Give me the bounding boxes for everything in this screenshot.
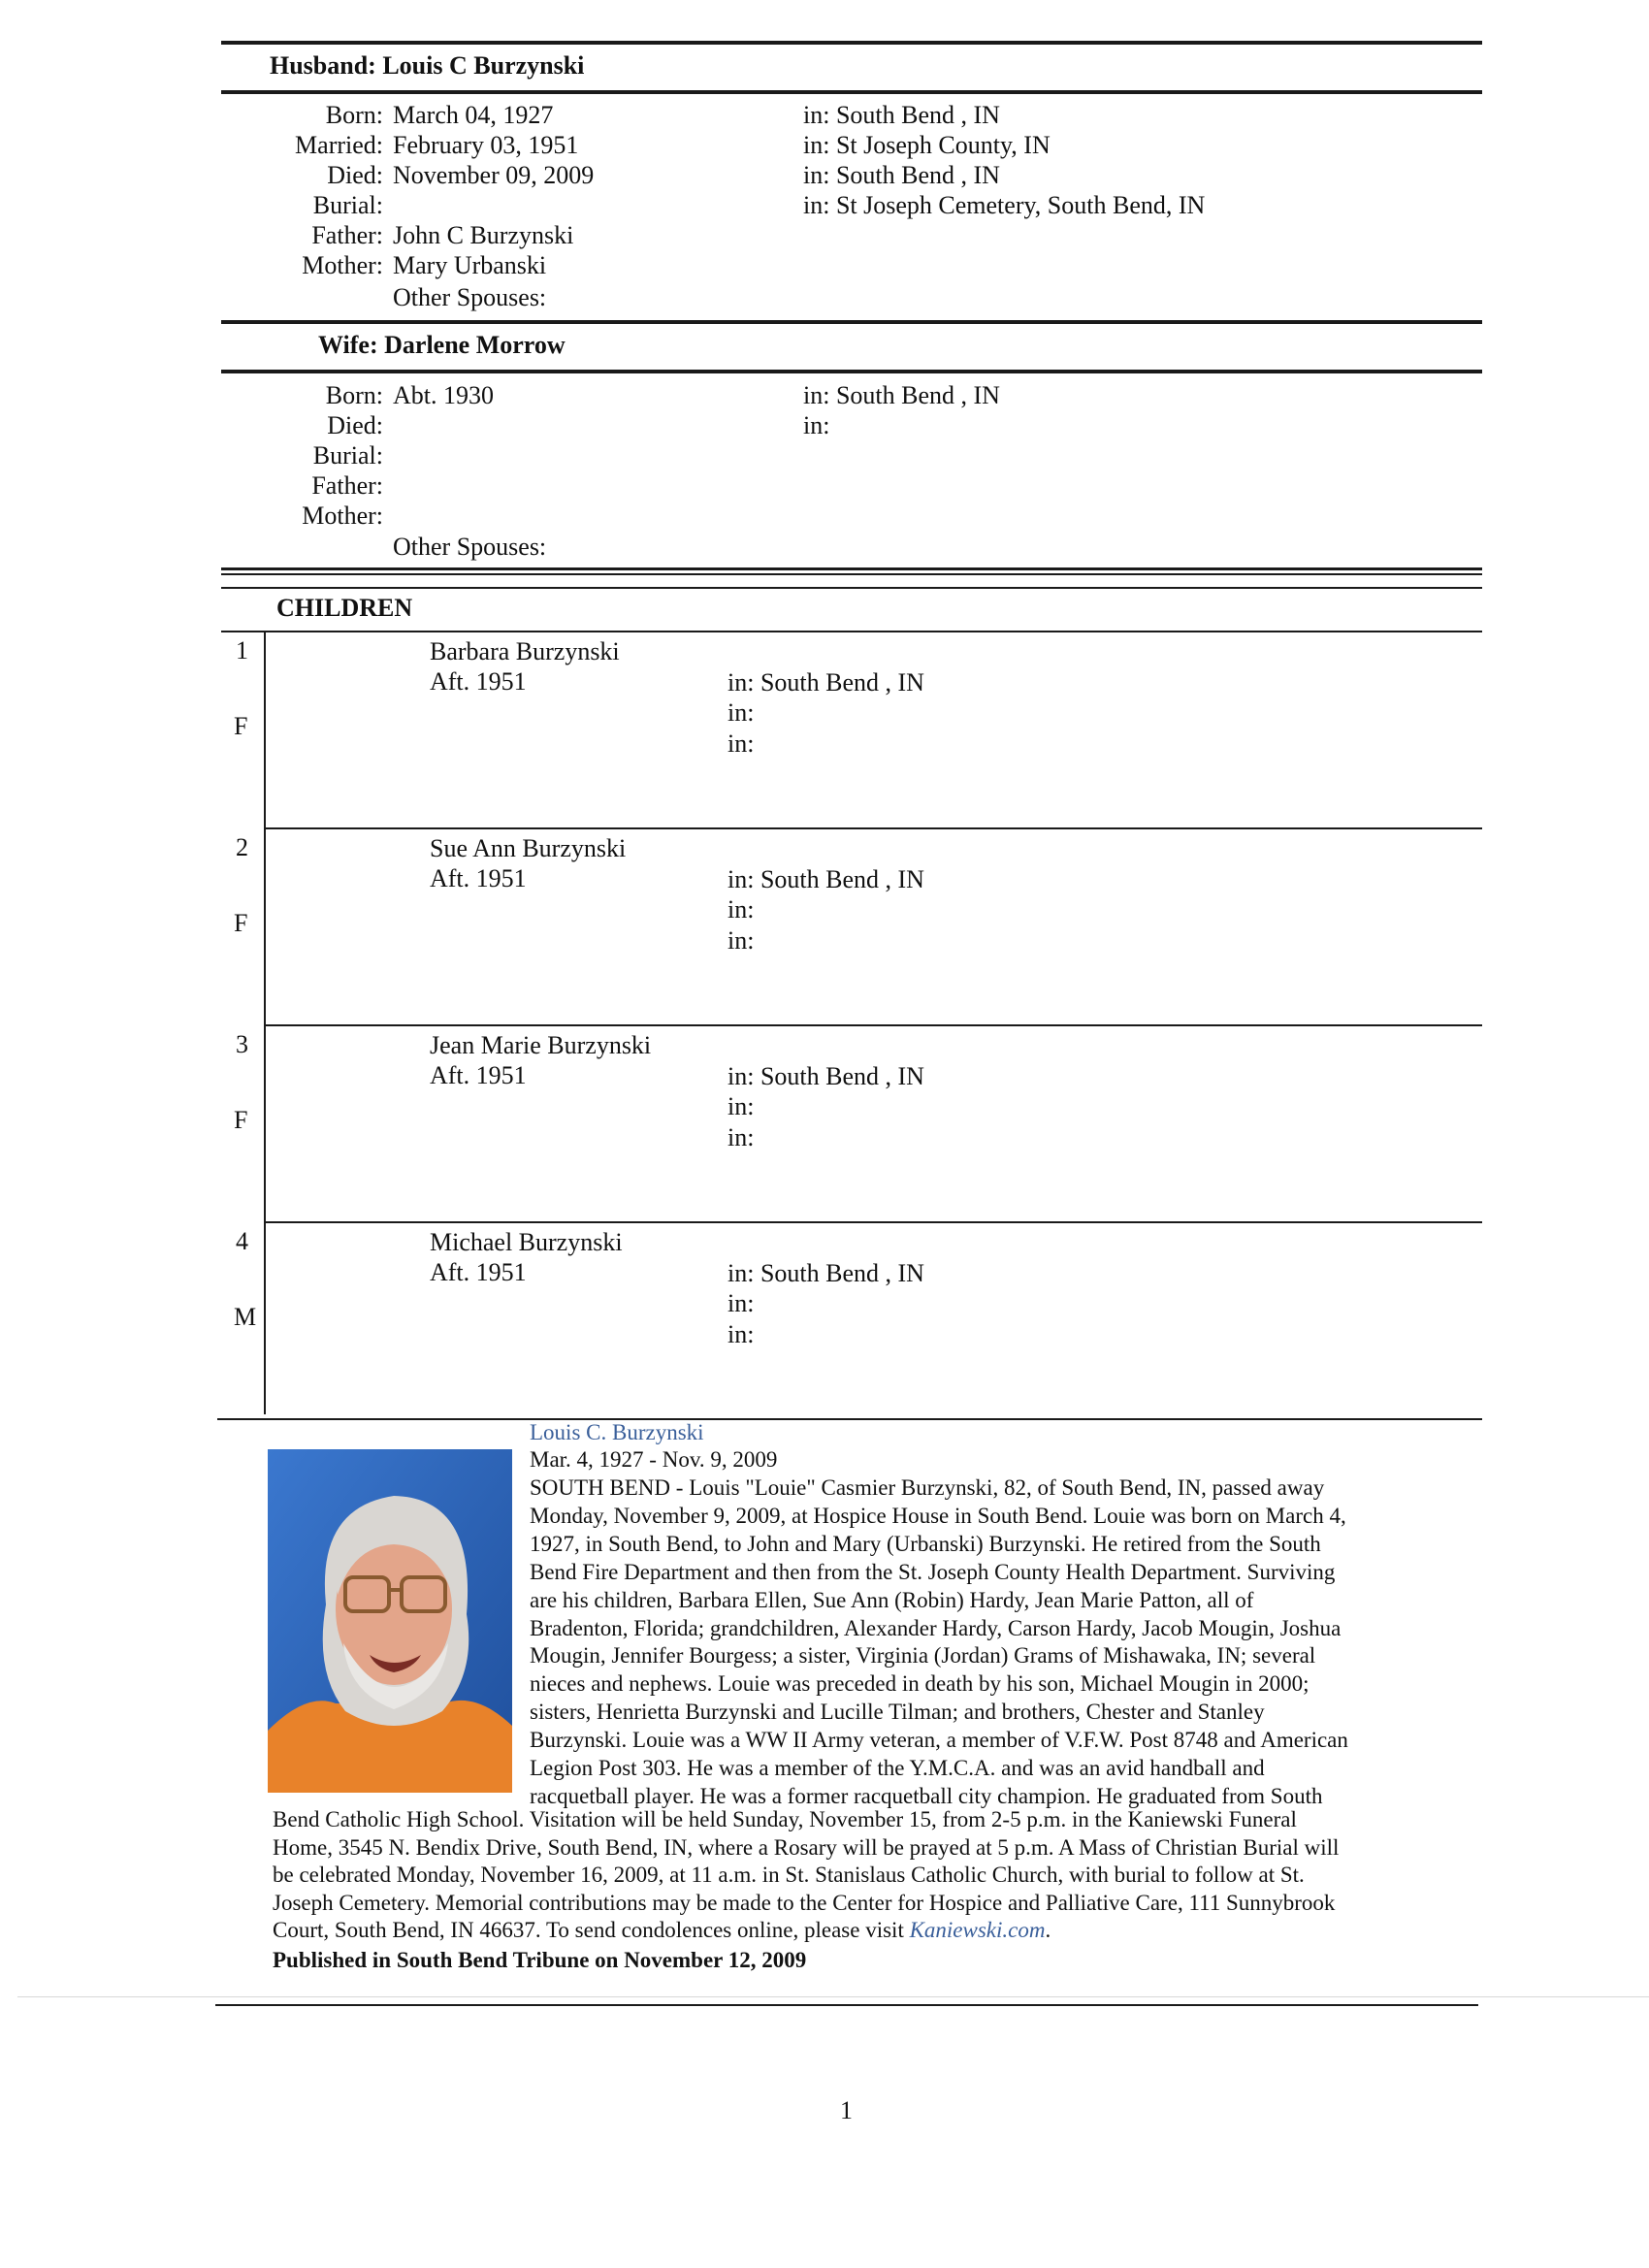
husband-heading [270,50,584,81]
wife-other-spouses: Other Spouses: [393,533,547,561]
child-number: 1 [236,636,248,664]
children-top-rule-2 [221,573,1482,575]
obituary-line: Bend Fire Department and then from the St. Joseph County Health Department. Surviving [530,1559,1336,1584]
child-born: Aft. 1951 [430,1258,527,1286]
in-label: in: [803,411,830,439]
in-label: in: [728,698,755,728]
obituary-last-line-text: Court, South Bend, IN 46637. To send condolences online, please visit [273,1918,910,1942]
obituary-line: SOUTH BEND - Louis "Louie" Casmier Burzynski, 82, of South Bend, IN, passed away [530,1475,1325,1500]
children-top-rule-1 [221,567,1482,570]
wife-heading-label: Wife: [318,331,378,359]
husband-field-label: Married: [295,131,383,159]
husband-name: Louis C Burzynski [382,51,585,80]
husband-field-value: March 04, 1927 [393,101,554,129]
wife-heading-rule [221,370,1482,373]
wife-field-label: Died: [327,411,383,439]
children-vertical-rule [264,631,266,1414]
child-born: Aft. 1951 [430,864,527,892]
child-born-place: South Bend , IN [760,668,924,697]
in-label: in: [728,1289,755,1318]
obituary-photo [268,1449,512,1793]
child-name: Barbara Burzynski [430,637,620,665]
in-label: in: [728,1259,755,1287]
child-place [728,667,924,697]
husband-field-label: Born: [325,101,383,129]
obituary-line: are his children, Barbara Ellen, Sue Ann (Robin) Hardy, Jean Marie Patton, all of [530,1587,1254,1612]
in-label: in: [728,895,755,924]
husband-field-value: November 09, 2009 [393,161,595,189]
child-separator-rule [264,1221,1482,1223]
child-place [728,1288,754,1318]
obituary-line: 1927, in South Bend, to John and Mary (Urbanski) Burzynski. He retired from the South [530,1531,1321,1556]
children-heading-rule [221,631,1482,632]
husband-field-label: Father: [311,221,383,249]
husband-place [803,190,1205,220]
child-place [728,1061,924,1091]
husband-heading-rule [221,90,1482,94]
obituary-line: sisters, Henrietta Burzynski and Lucille Tilman; and brothers, Chester and Stanley [530,1700,1265,1725]
child-separator-rule [217,1418,1482,1420]
child-number: 3 [236,1030,248,1058]
child-place [728,1091,754,1121]
child-place [728,864,924,894]
child-place [728,925,754,956]
child-sex: M [234,1303,257,1331]
child-sex: F [234,712,248,740]
obituary-line: racquetball player. He was a former racquetball city champion. He graduated from South [530,1783,1323,1808]
wife-place [803,380,1000,410]
husband-place [803,100,1000,130]
husband-place-value: St Joseph Cemetery, South Bend, IN [835,191,1206,219]
in-label: in: [803,131,830,159]
husband-place-value: South Bend , IN [835,101,1000,129]
child-name: Jean Marie Burzynski [430,1031,652,1059]
in-label: in: [728,1319,755,1348]
husband-field-value: John C Burzynski [393,221,574,249]
in-label: in: [803,161,830,189]
child-born-place: South Bend , IN [760,1062,924,1090]
husband-other-spouses: Other Spouses: [393,283,547,311]
obituary-line: Monday, November 9, 2009, at Hospice House in South Bend. Louie was born on March 4, [530,1503,1346,1528]
child-number: 4 [236,1227,248,1255]
husband-top-rule [221,41,1482,45]
husband-field-label: Burial: [312,191,383,219]
child-separator-rule [264,1024,1482,1026]
obituary-line: nieces and nephews. Louie was preceded in death by his son, Michael Mougin in 2000; [530,1671,1310,1697]
wife-field-label: Born: [325,381,383,409]
child-place [728,729,754,759]
child-place [728,894,754,924]
husband-place-value: South Bend , IN [835,161,1000,189]
wife-top-rule [221,320,1482,324]
obituary-published: Published in South Bend Tribune on November 12, 2009 [273,1948,807,1972]
bottom-faint-rule [17,1996,1649,1997]
wife-name: Darlene Morrow [384,331,566,359]
condolences-link[interactable]: Kaniewski.com [909,1918,1046,1942]
wife-place [803,410,829,440]
child-sex: F [234,1106,248,1134]
husband-heading-label: Husband: [270,51,376,80]
child-place [728,1319,754,1349]
obituary-dates: Mar. 4, 1927 - Nov. 9, 2009 [530,1447,778,1472]
wife-field-value: Abt. 1930 [393,381,494,409]
obituary-title: Louis C. Burzynski [530,1420,704,1444]
children-top-rule-3 [221,587,1482,589]
bottom-rule [215,2004,1478,2006]
in-label: in: [728,1062,755,1090]
child-born: Aft. 1951 [430,1061,527,1089]
child-separator-rule [264,827,1482,829]
in-label: in: [803,381,830,409]
obituary-last-line [273,1917,1051,1945]
child-name: Sue Ann Burzynski [430,834,627,862]
in-label: in: [728,729,755,758]
obituary-line: Joseph Cemetery. Memorial contributions may be made to the Center for Hospice and Palliative Care, 111 Sunnybrook [273,1890,1336,1915]
in-label: in: [728,865,755,893]
in-label: in: [728,668,755,697]
obituary-line: Mougin, Jennifer Bourgess; a sister, Virginia (Jordan) Grams of Mishawaka, IN; several [530,1643,1316,1669]
child-born-place: South Bend , IN [760,865,924,893]
in-label: in: [728,1092,755,1121]
page-number: 1 [840,2096,853,2124]
husband-place [803,160,1000,190]
wife-field-label: Burial: [312,441,383,470]
child-sex: F [234,909,248,937]
child-place [728,1258,924,1288]
obituary-line: Home, 3545 N. Bendix Drive, South Bend, IN, where a Rosary will be prayed at 5 p.m. A Mass of Christian Burial will [273,1834,1340,1860]
husband-field-value: February 03, 1951 [393,131,579,159]
husband-place [803,130,1051,160]
obituary-line: Legion Post 303. He was a member of the Y.M.C.A. and was an avid handball and [530,1756,1265,1780]
child-name: Michael Burzynski [430,1228,623,1256]
in-label: in: [803,101,830,129]
in-label: in: [728,925,755,955]
obituary-line: Bradenton, Florida; grandchildren, Alexander Hardy, Carson Hardy, Jacob Mougin, Joshua [530,1615,1342,1640]
child-born-place: South Bend , IN [760,1259,924,1287]
husband-field-label: Mother: [302,251,383,279]
wife-heading [318,330,566,360]
husband-field-label: Died: [327,161,383,189]
obituary-line: be celebrated Monday, November 16, 2009, at 11 a.m. in St. Stanislaus Catholic Church, with burial to follow at St. [273,1863,1305,1888]
child-number: 2 [236,833,248,861]
obituary-last-line-end: . [1045,1918,1051,1942]
obituary-line: Burzynski. Louie was a WW II Army veteran, a member of V.F.W. Post 8748 and American [530,1728,1348,1753]
children-heading: CHILDREN [276,594,413,622]
child-place [728,697,754,728]
in-label: in: [803,191,830,219]
wife-place-value: South Bend , IN [835,381,1000,409]
husband-place-value: St Joseph County, IN [835,131,1051,159]
husband-field-value: Mary Urbanski [393,251,547,279]
portrait-image [268,1449,512,1793]
child-born: Aft. 1951 [430,667,527,696]
child-place [728,1122,754,1152]
wife-field-label: Father: [311,471,383,500]
wife-field-label: Mother: [302,502,383,530]
in-label: in: [728,1122,755,1151]
obituary-line: Bend Catholic High School. Visitation will be held Sunday, November 15, from 2-5 p.m. in the Kaniewski Funeral [273,1807,1297,1831]
